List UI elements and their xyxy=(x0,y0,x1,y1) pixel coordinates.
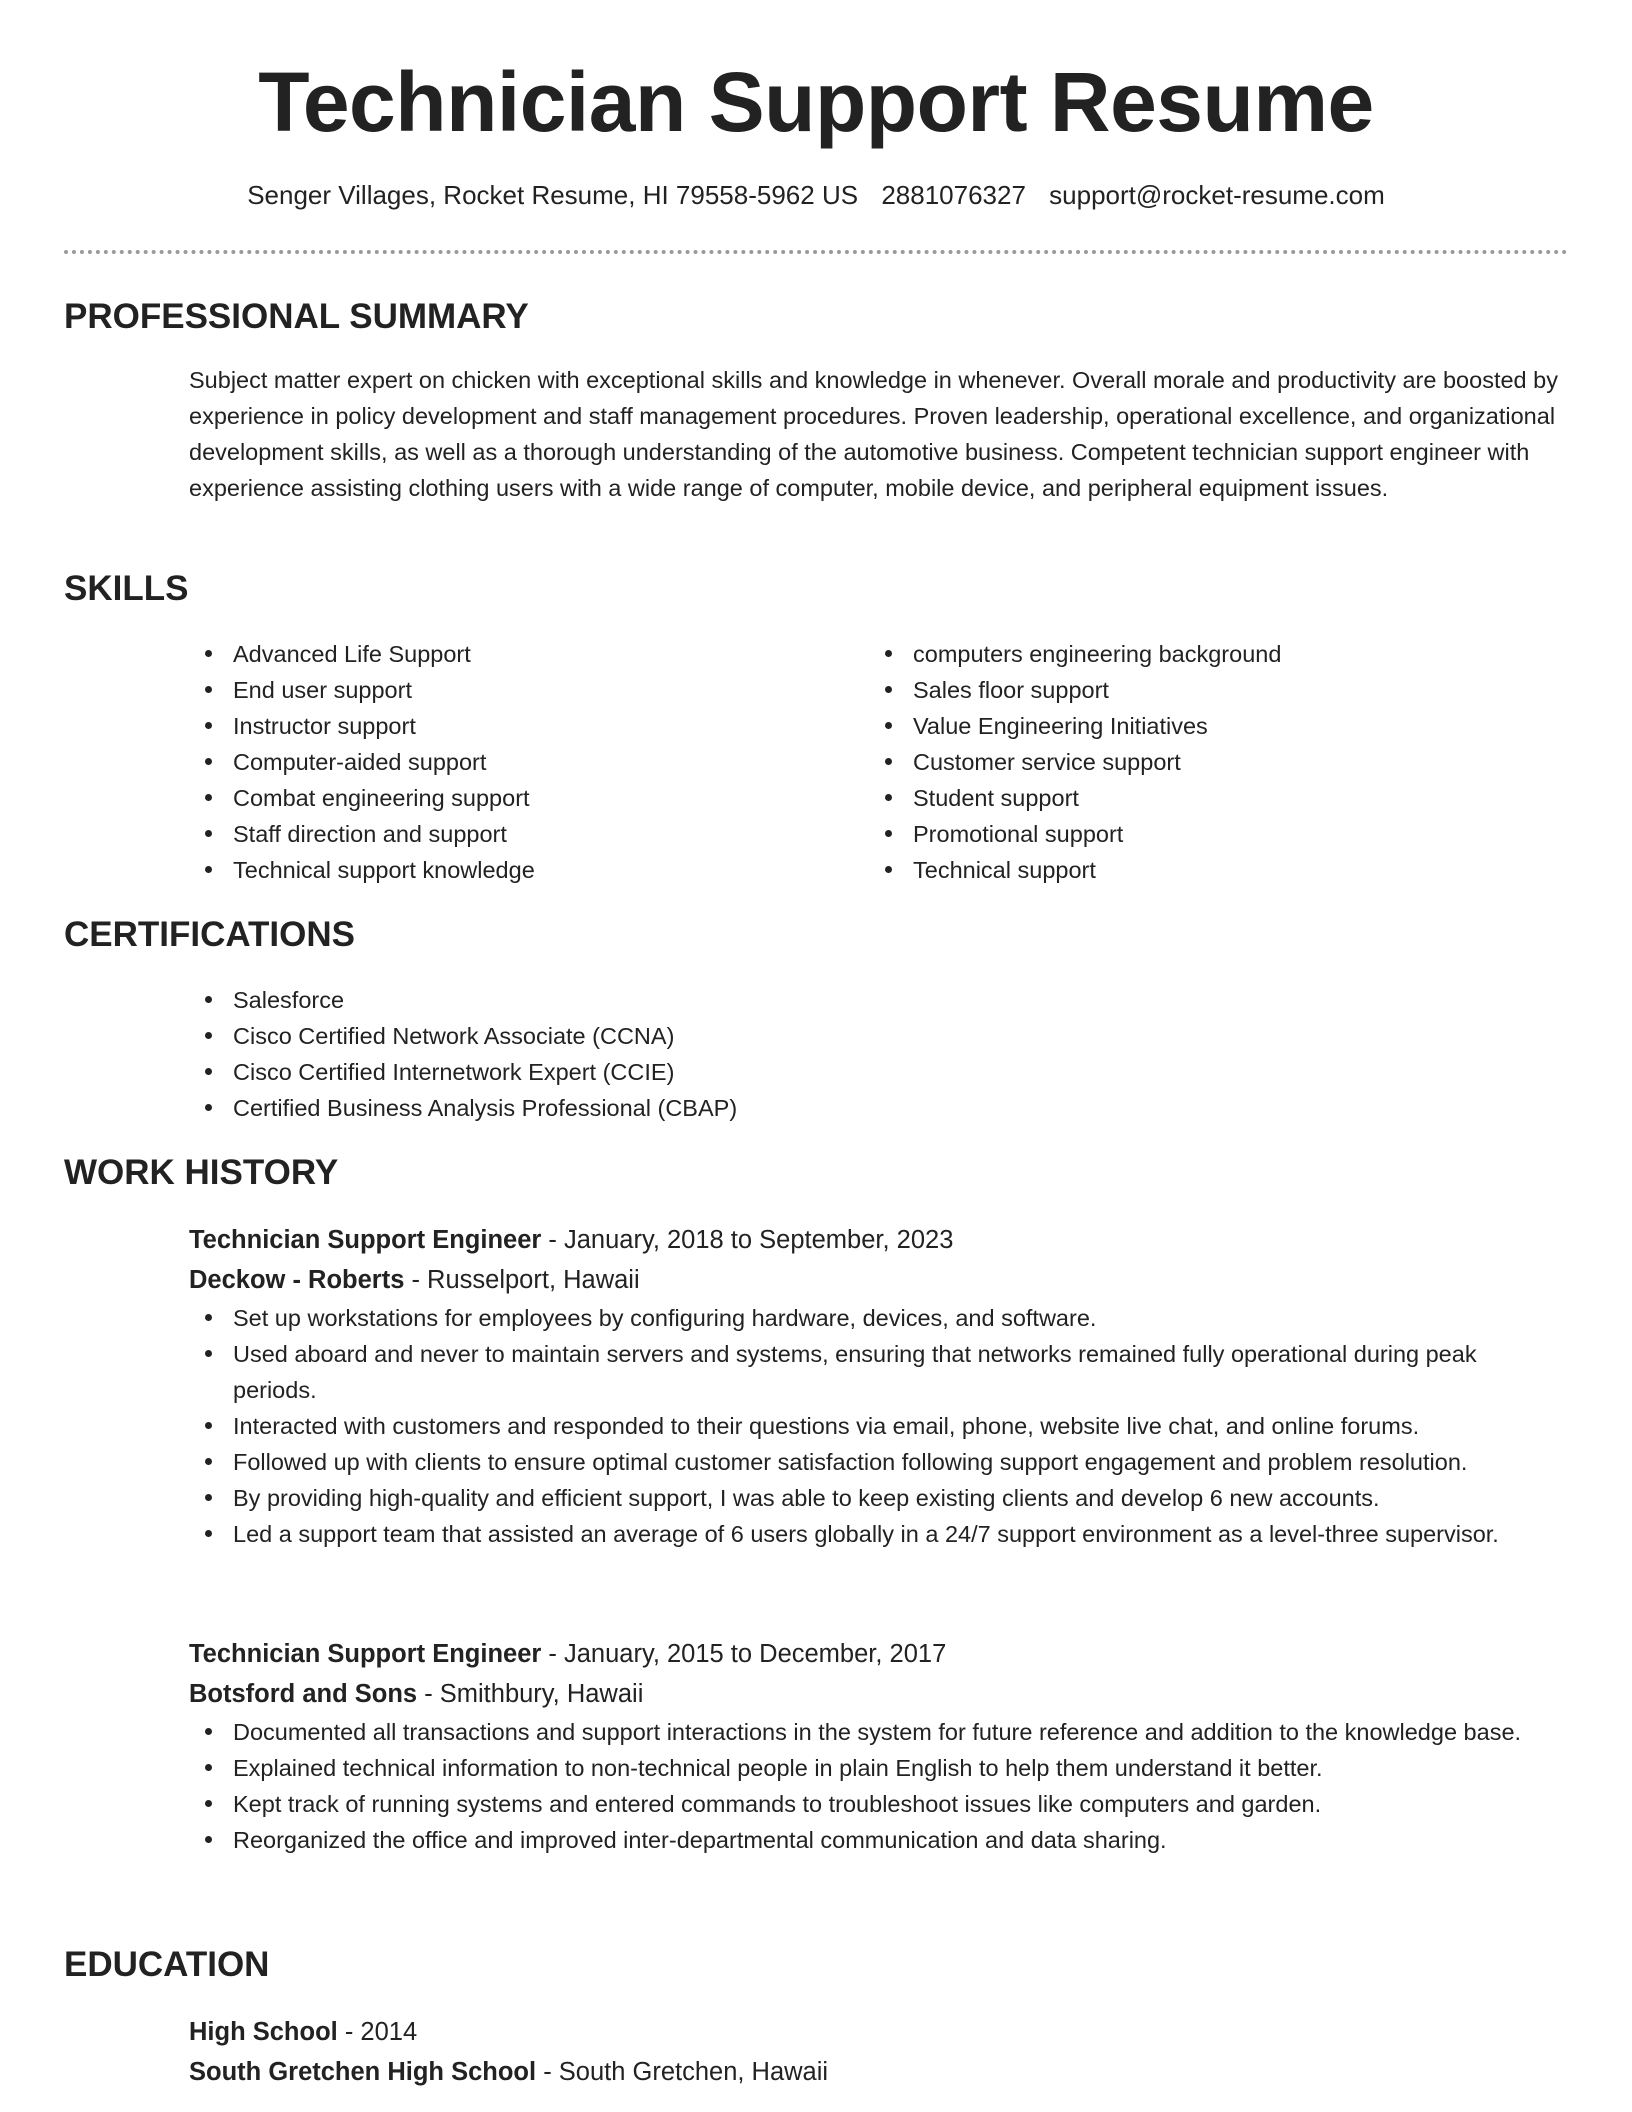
job-entry xyxy=(189,1634,1559,1858)
job-duty-item: Led a support team that assisted an average of 6 users globally in a 24/7 support environment as a level-three supervisor. xyxy=(189,1516,1559,1552)
skill-item: Value Engineering Initiatives xyxy=(869,708,1549,744)
skills-right-column xyxy=(869,636,1549,888)
summary-section xyxy=(189,362,1559,506)
job-duty-item: Set up workstations for employees by configuring hardware, devices, and software. xyxy=(189,1300,1559,1336)
certification-item: Certified Business Analysis Professional (CBAP) xyxy=(189,1090,1559,1126)
header-divider xyxy=(64,250,1568,254)
job-duties xyxy=(189,1714,1559,1858)
skill-item: Computer-aided support xyxy=(189,744,869,780)
work-history-heading: WORK HISTORY xyxy=(64,1153,339,1192)
resume-title: Technician Support Resume xyxy=(258,55,1374,149)
job-duty-item: Interacted with customers and responded to their questions via email, phone, website live chat, and online forums. xyxy=(189,1408,1559,1444)
education-year: - 2014 xyxy=(344,2018,418,2046)
job-title-line xyxy=(189,1634,1559,1674)
job-duty-item: Kept track of running systems and entered commands to troubleshoot issues like computers and garden. xyxy=(189,1786,1559,1822)
job-location: - Smithbury, Hawaii xyxy=(424,1680,644,1708)
skill-item: Technical support xyxy=(869,852,1549,888)
summary-heading: PROFESSIONAL SUMMARY xyxy=(64,297,529,336)
job-duty-item: Documented all transactions and support interactions in the system for future reference and addition to the knowledge base. xyxy=(189,1714,1559,1750)
job-duty-item: By providing high-quality and efficient support, I was able to keep existing clients and develop 6 new accounts. xyxy=(189,1480,1559,1516)
skills-left-column xyxy=(189,636,869,888)
education-heading: EDUCATION xyxy=(64,1945,270,1984)
contact-phone: 2881076327 xyxy=(881,180,1026,210)
job-company-line xyxy=(189,1260,1559,1300)
education-degree: High School xyxy=(189,2018,338,2046)
job-duties xyxy=(189,1300,1559,1552)
summary-text: Subject matter expert on chicken with exceptional skills and knowledge in whenever. Overall morale and productivity are boosted by experience in policy development and staff management procedures. Proven leadership, operational excellence, and organizational development skills, as well as a thorough understanding of the automotive business. Competent technician support engineer with experience assisting clothing users with a wide range of computer, mobile device, and peripheral equipment issues. xyxy=(189,367,1558,501)
contact-line xyxy=(0,180,1632,211)
job-title: Technician Support Engineer xyxy=(189,1640,542,1668)
skill-item: Combat engineering support xyxy=(189,780,869,816)
skill-item: Customer service support xyxy=(869,744,1549,780)
skill-item: computers engineering background xyxy=(869,636,1549,672)
contact-address: Senger Villages, Rocket Resume, HI 79558-5962 US xyxy=(247,180,859,210)
skill-item: Student support xyxy=(869,780,1549,816)
certification-item: Cisco Certified Network Associate (CCNA) xyxy=(189,1018,1559,1054)
job-duty-item: Used aboard and never to maintain servers and systems, ensuring that networks remained fully operational during peak periods. xyxy=(189,1336,1559,1408)
skill-item: Sales floor support xyxy=(869,672,1549,708)
job-company: Botsford and Sons xyxy=(189,1680,418,1708)
education-location: - South Gretchen, Hawaii xyxy=(543,2058,829,2086)
job-duty-item: Followed up with clients to ensure optimal customer satisfaction following support engagement and problem resolution. xyxy=(189,1444,1559,1480)
skills-heading: SKILLS xyxy=(64,569,189,608)
skills-section xyxy=(189,636,1559,888)
skill-item: Advanced Life Support xyxy=(189,636,869,672)
job-entry xyxy=(189,1220,1559,1552)
skill-item: End user support xyxy=(189,672,869,708)
certification-item: Cisco Certified Internetwork Expert (CCIE) xyxy=(189,1054,1559,1090)
education-section xyxy=(189,2012,1559,2092)
job-dates: - January, 2015 to December, 2017 xyxy=(548,1640,947,1668)
job-company: Deckow - Roberts xyxy=(189,1266,405,1294)
job-title: Technician Support Engineer xyxy=(189,1226,542,1254)
job-title-line xyxy=(189,1220,1559,1260)
education-degree-line xyxy=(189,2012,1559,2052)
job-duty-item: Reorganized the office and improved inter-departmental communication and data sharing. xyxy=(189,1822,1559,1858)
job-location: - Russelport, Hawaii xyxy=(411,1266,640,1294)
job-duty-item: Explained technical information to non-technical people in plain English to help them understand it better. xyxy=(189,1750,1559,1786)
job-company-line xyxy=(189,1674,1559,1714)
job-dates: - January, 2018 to September, 2023 xyxy=(548,1226,954,1254)
education-school: South Gretchen High School xyxy=(189,2058,537,2086)
education-school-line xyxy=(189,2052,1559,2092)
skill-item: Promotional support xyxy=(869,816,1549,852)
contact-email: support@rocket-resume.com xyxy=(1049,180,1385,210)
certification-item: Salesforce xyxy=(189,982,1559,1018)
skill-item: Technical support knowledge xyxy=(189,852,869,888)
certifications-section xyxy=(189,982,1559,1126)
skill-item: Staff direction and support xyxy=(189,816,869,852)
certifications-heading: CERTIFICATIONS xyxy=(64,915,356,954)
skill-item: Instructor support xyxy=(189,708,869,744)
